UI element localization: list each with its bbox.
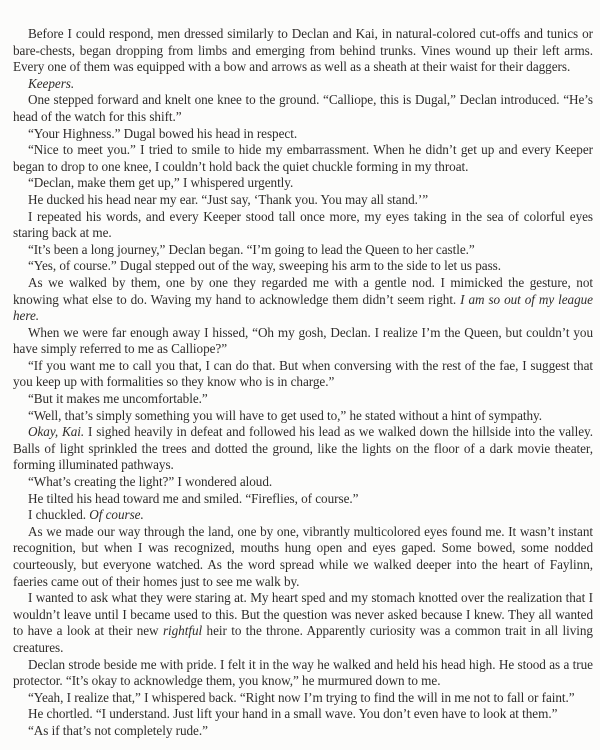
paragraph: [13, 258, 593, 275]
text-segment: When we were far enough away I hissed, “Oh my gosh, Declan. I realize I’m the Queen, but couldn’t you have simply referred to me as Calliope?”: [13, 324, 593, 357]
text-segment: Before I could respond, men dressed similarly to Declan and Kai, in natural-colored cut-offs and tunics or bare-chests, began dropping from limbs and emerging from behind trunks. Vines wound up their left arms. Every one of them was equipped with a bow and arrows as well as a sheath at their waist for their daggers.: [13, 26, 593, 75]
paragraph: [13, 657, 593, 690]
text-segment: He tilted his head toward me and smiled. “Fireflies, of course.”: [28, 490, 359, 506]
text-segment: As we made our way through the land, one by one, vibrantly multicolored eyes found me. It wasn’t instant recognition, but when I was recognized, mouths hung open and eyes gaped. Some bowed, some nodded courteously, but everyone watched. As the word spread while we walked deeper into the heart of Faylinn, faeries came out of their homes just to see me walk by.: [13, 523, 593, 589]
paragraph: [13, 209, 593, 242]
paragraph: [13, 474, 593, 491]
paragraph: [13, 92, 593, 125]
italic-text-segment: I am so out of my league here.: [13, 291, 593, 324]
paragraph: [13, 408, 593, 425]
text-segment: “It’s been a long journey,” Declan began. “I’m going to lead the Queen to her castle.”: [28, 241, 475, 257]
text-segment: “As if that’s not completely rude.”: [28, 722, 208, 738]
paragraph: [13, 590, 593, 656]
paragraph: [13, 524, 593, 590]
italic-text-segment: Okay, Kai.: [28, 424, 85, 440]
paragraph: [13, 275, 593, 325]
paragraph: [13, 706, 593, 723]
text-segment: One stepped forward and knelt one knee to the ground. “Calliope, this is Dugal,” Declan introduced. “He’s head of the watch for this shift.”: [13, 92, 593, 124]
paragraph: [13, 242, 593, 259]
text-column: [13, 26, 593, 740]
text-segment: “If you want me to call you that, I can do that. But when conversing with the rest of the fae, I suggest that you keep up with formalities so they know who is in charge.”: [13, 357, 593, 390]
text-segment: I sighed heavily in defeat and followed his lead as we walked down the hillside into the valley. Balls of light sprinkled the trees and dotted the ground, like the lights on the floor of a dark movie theater, forming illuminated pathways.: [13, 424, 593, 473]
paragraph: [13, 391, 593, 408]
text-segment: “Well, that’s simply something you will have to get used to,” he stated without a hint of sympathy.: [28, 407, 542, 423]
paragraph: [13, 76, 593, 93]
text-segment: He chortled. “I understand. Just lift your hand in a small wave. You don’t even have to look at them.”: [28, 706, 558, 722]
text-segment: As we walked by them, one by one they regarded me with a gentle nod. I mimicked the gesture, not knowing what else to do. Waving my hand to acknowledge them didn’t seem right.: [13, 274, 593, 307]
paragraph: [13, 325, 593, 358]
paragraph: [13, 690, 593, 707]
text-segment: Declan strode beside me with pride. I felt it in the way he walked and held his head high. He stood as a true protector. “It’s okay to acknowledge them, you know,” he murmured down to me.: [13, 656, 593, 689]
text-segment: I repeated his words, and every Keeper stood tall once more, my eyes taking in the sea of colorful eyes staring back at me.: [13, 208, 593, 241]
text-segment: “Your Highness.” Dugal bowed his head in respect.: [28, 125, 298, 141]
paragraph: [13, 142, 593, 175]
paragraph: [13, 491, 593, 508]
text-segment: “Declan, make them get up,” I whispered urgently.: [28, 175, 294, 191]
paragraph: [13, 26, 593, 76]
paragraph: [13, 126, 593, 143]
text-segment: I chuckled.: [28, 507, 90, 523]
text-segment: heir to the throne. Apparently curiosity was a common trait in all living creatures.: [13, 623, 593, 655]
text-segment: “Nice to meet you.” I tried to smile to hide my embarrassment. When he didn’t get up and every Keeper began to drop to one knee, I couldn’t hold back the quiet chuckle forming in my throat.: [13, 142, 593, 174]
paragraph: [13, 723, 593, 740]
text-segment: “Yeah, I realize that,” I whispered back. “Right now I’m trying to find the will in me not to fall or faint.”: [28, 689, 575, 705]
italic-text-segment: Keepers.: [28, 75, 75, 91]
italic-text-segment: rightful: [162, 623, 203, 639]
paragraph: [13, 192, 593, 209]
text-segment: “What’s creating the light?” I wondered aloud.: [28, 474, 273, 490]
paragraph: [13, 175, 593, 192]
paragraph: [13, 507, 593, 524]
text-segment: I wanted to ask what they were staring at. My heart sped and my stomach knotted over the realization that I wouldn’t leave until I became used to this. But the question was never asked because I knew. They all wanted to have a look at their new: [13, 590, 593, 639]
text-segment: He ducked his head near my ear. “Just say, ‘Thank you. You may all stand.’”: [28, 191, 429, 207]
italic-text-segment: Of course.: [89, 507, 144, 523]
paragraph: [13, 358, 593, 391]
paragraph: [13, 424, 593, 474]
text-segment: “But it makes me uncomfortable.”: [28, 391, 208, 407]
text-segment: “Yes, of course.” Dugal stepped out of the way, sweeping his arm to the side to let us pass.: [28, 258, 501, 274]
